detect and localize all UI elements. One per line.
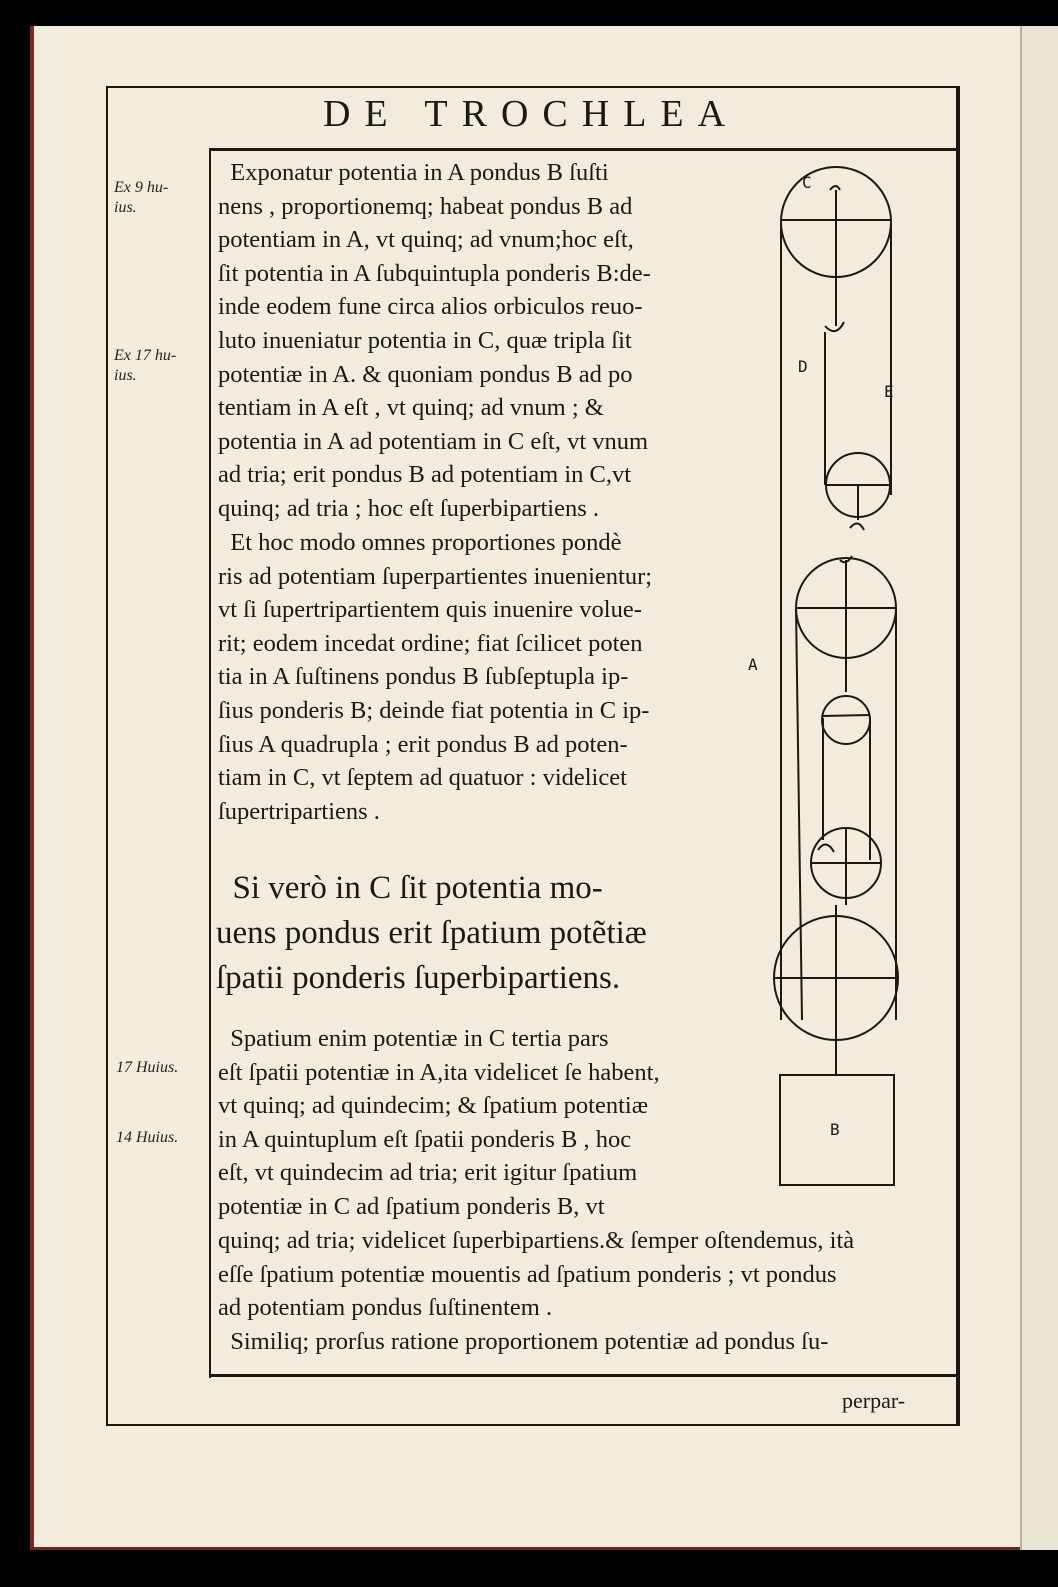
- label-e: E: [884, 382, 894, 401]
- text-line: Exponatur potentia in A pondus B ſuſti: [218, 159, 609, 186]
- text-line: Similiq; prorſus ratione proportionem potentiæ ad pondus ſu-: [218, 1327, 829, 1355]
- paragraph-2: [218, 526, 652, 828]
- hook-c: [830, 186, 840, 190]
- label-c: C: [802, 173, 812, 192]
- text-line: quinq; ad tria ; hoc eſt ſuperbipartiens .: [218, 494, 600, 522]
- text-line: ſupertripartiens .: [218, 797, 380, 825]
- text-line: tia in A ſuſtinens pondus B ſubſeptupla ip-: [218, 663, 629, 691]
- text-line: vt ſi ſupertripartientem quis inuenire volue-: [218, 596, 642, 624]
- text-line: ſpatii ponderis ſuperbipartiens.: [216, 960, 621, 996]
- pulley-diagram: [740, 160, 970, 1200]
- text-line: ad potentiam pondus ſuſtinentem .: [218, 1294, 553, 1322]
- text-line: eſt ſpatii potentiæ in A,ita videlicet ſe habent,: [218, 1058, 660, 1086]
- text-line: eſſe ſpatium potentiæ mouentis ad ſpatium ponderis ; vt pondus: [218, 1260, 837, 1288]
- header-rule: [210, 148, 958, 151]
- text-line: ſius ponderis B; deinde fiat potentia in C ip-: [218, 696, 650, 724]
- text-line: luto inueniatur potentia in C, quæ tripla ſit: [218, 326, 632, 354]
- text-line: nens , proportionemq; habeat pondus B ad: [218, 192, 633, 220]
- paragraph-3-continued: [218, 1224, 854, 1358]
- text-line: uens pondus erit ſpatium potẽtiæ: [216, 915, 647, 951]
- text-line: ſit potentia in A ſubquintupla ponderis B:de-: [218, 259, 651, 287]
- hook-top-lower: [825, 322, 844, 331]
- label-b: B: [830, 1120, 840, 1139]
- text-line: tentiam in A eſt , vt quinq; ad vnum ; &: [218, 394, 604, 422]
- text-line: vt quinq; ad quindecim; & ſpatium potentiæ: [218, 1092, 649, 1120]
- text-line: ſius A quadrupla ; erit pondus B ad poten-: [218, 730, 628, 758]
- margin-column-rule: [209, 148, 211, 1378]
- text-line: ris ad potentiam ſuperpartientes inuenientur;: [218, 562, 653, 590]
- text-line: potentiæ in C ad ſpatium ponderis B, vt: [218, 1192, 605, 1220]
- paragraph-1: [218, 156, 651, 526]
- text-line: Et hoc modo omnes proportiones pondè: [218, 529, 622, 556]
- margin-note: 17 Huius.: [116, 1059, 179, 1076]
- label-d: D: [798, 357, 808, 376]
- pulley-small-diameter: [822, 715, 870, 716]
- running-head: DE TROCHLEA: [322, 93, 740, 135]
- text-line: eſt, vt quindecim ad tria; erit igitur ſpatium: [218, 1159, 638, 1187]
- text-line: Si verò in C ſit potentia mo-: [216, 870, 603, 906]
- label-a: A: [748, 655, 758, 674]
- paragraph-3: [218, 1022, 660, 1224]
- margin-note: Ex 17 hu- ius.: [114, 347, 177, 384]
- proposition-statement: [216, 866, 647, 1001]
- catchword: perpar-: [842, 1388, 906, 1413]
- text-line: in A quintuplum eſt ſpatii ponderis B , hoc: [218, 1125, 632, 1153]
- rope-middle-left: [796, 608, 802, 1020]
- text-line: potentia in A ad potentiam in C eſt, vt vnum: [218, 427, 649, 455]
- text-line: rit; eodem incedat ordine; fiat ſcilicet poten: [218, 629, 643, 657]
- margin-note: Ex 9 hu- ius.: [114, 179, 169, 216]
- next-page-edge: [1022, 26, 1058, 1550]
- text-line: potentiæ in A. & quoniam pondus B ad po: [218, 360, 633, 388]
- hook-inner: [818, 844, 834, 852]
- text-line: potentiam in A, vt quinq; ad vnum;hoc eſt,: [218, 226, 634, 254]
- text-line: inde eodem fune circa alios orbiculos reuo-: [218, 293, 643, 321]
- footer-rule: [210, 1374, 958, 1377]
- hook-lower: [850, 523, 864, 530]
- text-line: tiam in C, vt ſeptem ad quatuor : videlicet: [218, 764, 627, 792]
- pulley-small: [822, 696, 870, 744]
- text-line: quinq; ad tria; videlicet ſuperbipartiens.& ſemper oſtendemus, ità: [218, 1227, 855, 1254]
- margin-note: 14 Huius.: [116, 1129, 179, 1146]
- text-line: ad tria; erit pondus B ad potentiam in C,vt: [218, 461, 632, 489]
- text-line: Spatium enim potentiæ in C tertia pars: [218, 1025, 609, 1052]
